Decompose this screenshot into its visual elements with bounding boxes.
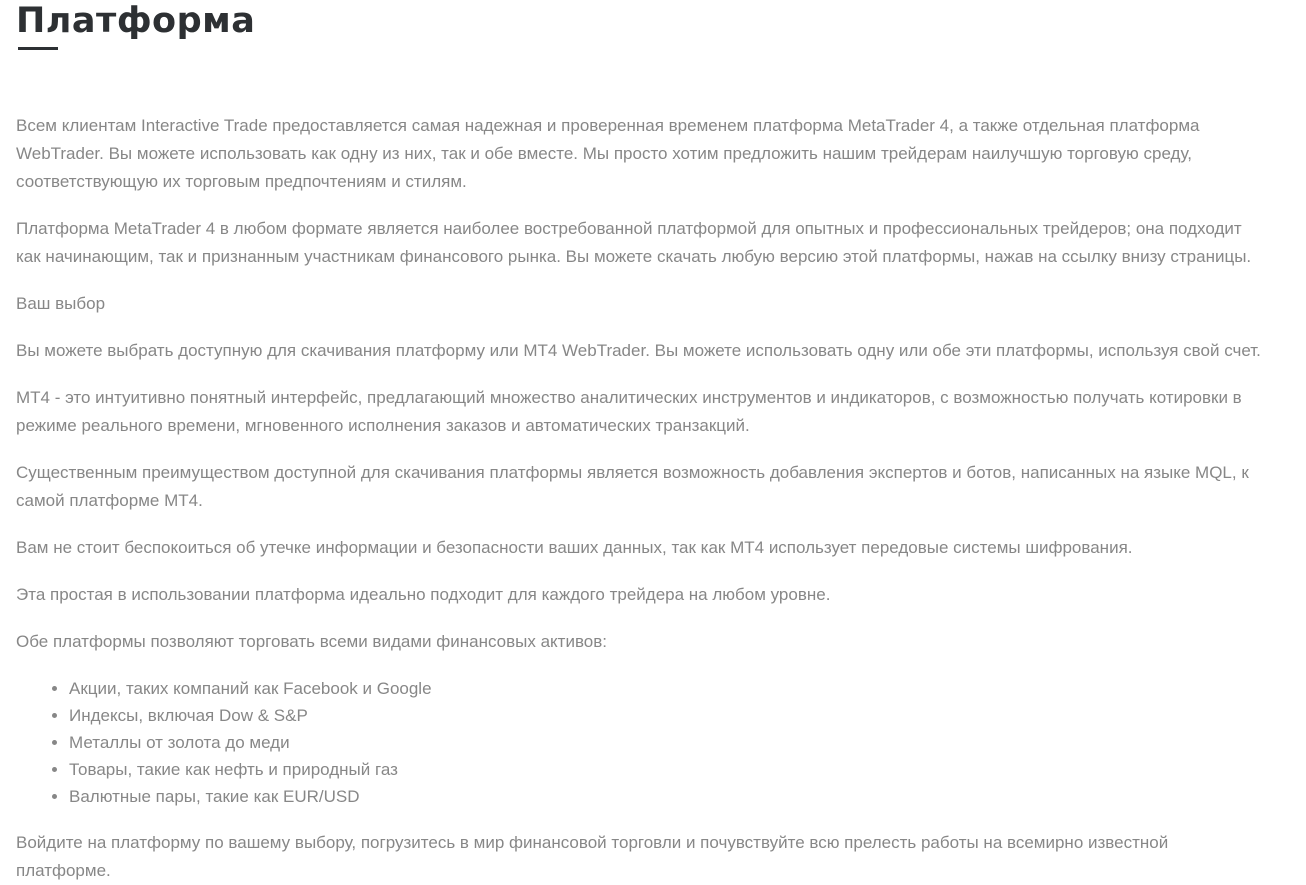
list-item-stocks: • Акции, таких компаний как Facebook и Google xyxy=(69,675,1290,702)
paragraph-closing: Войдите на платформу по вашему выбору, погрузитесь в мир финансовой торговли и почувствуйте всю прелесть работы на всемирно известной платформе. xyxy=(16,833,1169,880)
list-item-metals: • Металлы от золота до меди xyxy=(69,729,1290,756)
paragraph-intro: Всем клиентам Interactive Trade предоставляется самая надежная и проверенная временем платформа MetaTrader 4, а также отдельная платформа WebTrader. Вы можете использовать как одну из них, так и обе вместе. Мы просто хотим предложить нашим трейдерам наилучшую торговую среду, соответствующую их торговым предпочтениям и стилям. xyxy=(16,116,1200,191)
paragraph-mt4-interface: MT4 - это интуитивно понятный интерфейс, предлагающий множество аналитических инструментов и индикаторов, с возможностью получать котировки в режиме реального времени, мгновенного исполнения заказов и автоматических транзакций. xyxy=(16,388,1242,435)
paragraph-choose-platform: Вы можете выбрать доступную для скачивания платформу или MT4 WebTrader. Вы можете использовать одну или обе эти платформы, используя свой счет. xyxy=(16,341,1261,360)
paragraph-security: Вам не стоит беспокоиться об утечке информации и безопасности ваших данных, так как MT4 использует передовые системы шифрования. xyxy=(16,538,1133,557)
list-item-indices: • Индексы, включая Dow & S&P xyxy=(69,702,1290,729)
list-item-commodities: • Товары, такие как нефть и природный газ xyxy=(69,756,1290,783)
paragraph-ease-of-use: Эта простая в использовании платформа идеально подходит для каждого трейдера на любом уровне. xyxy=(16,585,831,604)
assets-list xyxy=(16,675,1290,810)
page-title: Платформа xyxy=(16,1,256,41)
title-underline xyxy=(18,47,58,50)
list-item-currency-pairs: • Валютные пары, такие как EUR/USD xyxy=(69,783,1290,810)
page-content xyxy=(16,112,1290,885)
paragraph-mt4-overview: Платформа MetaTrader 4 в любом формате является наиболее востребованной платформой для опытных и профессиональных трейдеров; она подходит как начинающим, так и признанным участникам финансового рынка. Вы можете скачать любую версию этой платформы, нажав на ссылку внизу страницы. xyxy=(16,219,1252,266)
paragraph-assets-lead-in: Обе платформы позволяют торговать всеми видами финансовых активов: xyxy=(16,632,607,651)
paragraph-mql-advantage: Существенным преимуществом доступной для скачивания платформы является возможность добавления экспертов и ботов, написанных на языке MQL, к самой платформе MT4. xyxy=(16,463,1249,510)
paragraph-your-choice: Ваш выбор xyxy=(16,294,106,313)
